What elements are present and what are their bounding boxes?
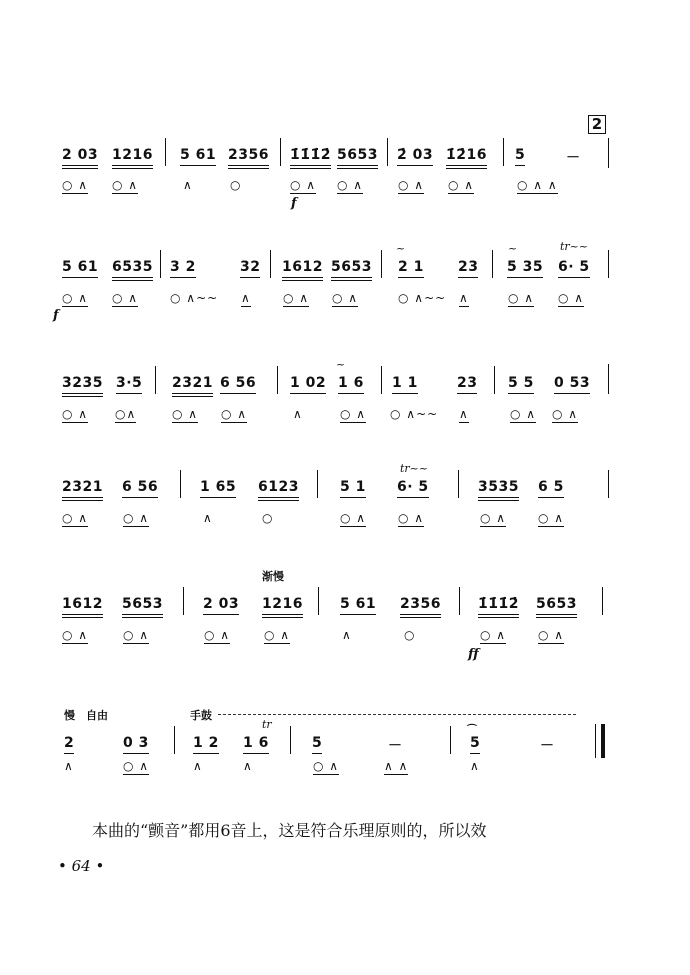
barline [290,726,291,754]
stroke-mark: ∧ [241,291,251,305]
stroke-mark: ○ ∧~~ [170,291,219,305]
note-group: 1612 [282,259,323,275]
tempo-marking: 渐慢 [262,570,284,583]
stroke-mark: ∧ [293,407,303,421]
stroke-mark: ○ ∧ ∧ [517,178,558,192]
stroke-mark: ∧ [243,759,253,773]
stroke-mark: ∧ [342,628,352,642]
note-group: 5 [312,735,323,751]
stroke-mark: ∧ [193,759,203,773]
note-group: 3535 [478,479,519,495]
note-group: 1612 [62,596,103,612]
barline [318,587,319,615]
note-group: 1̇2̇16 [446,147,487,163]
stroke-mark: ∧ [459,407,469,421]
barline [450,726,451,754]
note-group: 5 5 [508,375,534,391]
stroke-mark: ○ [230,178,242,192]
trill-mark: tr~~ [560,240,589,253]
stroke-mark: ○ ∧ [337,178,364,192]
stroke-mark: ○ ∧ [283,291,310,305]
note-group: 5653 [331,259,372,275]
note-group: 1216 [112,147,153,163]
note-group: 1 6 [338,375,364,391]
barline [608,250,609,278]
mordent-mark: ~ [508,242,518,255]
stroke-mark: ○ ∧ [398,178,425,192]
stroke-mark: ∧ [183,178,193,192]
barline [160,250,161,278]
stroke-mark: ∧ [64,759,74,773]
barline [492,250,493,278]
stroke-mark: ○ ∧ [204,628,231,642]
tempo-marking: 慢 自由 [64,709,108,722]
page-number: • 64 • [58,857,105,875]
note-group: 1 65 [200,479,237,495]
stroke-mark: ○ ∧ [340,511,367,525]
tambourine-extension-line [218,714,576,715]
note-group: 3·5 [116,375,143,391]
note-group: 5653 [337,147,378,163]
dynamic-marking: ff [468,647,479,662]
note-group: 1 1 [392,375,418,391]
barline [503,138,504,166]
final-barline-thick [601,724,605,758]
final-barline-thin [595,724,596,758]
note-group: 5 35 [507,259,544,275]
sustain-dash: － [388,738,402,754]
note-group: 3 2 [170,259,196,275]
stroke-mark: ○∧ [115,407,137,421]
dynamic-marking: f [53,308,59,323]
barline [317,470,318,498]
stroke-mark: ○ ∧ [398,511,425,525]
barline [458,470,459,498]
note-group: 6535 [112,259,153,275]
section-number-box: 2 [588,115,606,134]
note-group: 5653 [536,596,577,612]
stroke-mark: ∧ [470,759,480,773]
barline [387,138,388,166]
stroke-mark: ○ [404,628,416,642]
stroke-mark: ○ ∧ [123,759,150,773]
stroke-mark: ○ ∧ [510,407,537,421]
note-group: 1̇1̇1̇2̇ [290,147,331,163]
note-group: 5653 [122,596,163,612]
note-group: 0 53 [554,375,591,391]
barline [608,138,609,168]
note-group: 6 56 [122,479,159,495]
stroke-mark: ○ ∧ [313,759,340,773]
barline [270,250,271,278]
note-group: 5 61 [180,147,217,163]
note-group: 3235 [62,375,103,391]
stroke-mark: ○ ∧ [123,511,150,525]
note-group: 32 [240,259,261,275]
stroke-mark: ○ ∧ [123,628,150,642]
stroke-mark: ○ ∧ [558,291,585,305]
trill-mark: tr~~ [400,462,429,475]
body-text: 本曲的“颤音”都用6音上，这是符合乐理原则的，所以效 [92,821,487,840]
stroke-mark: ○ ∧ [62,628,89,642]
stroke-mark: ∧ ∧ [384,759,409,773]
stroke-mark: ○ ∧ [332,291,359,305]
note-group: 0 3 [123,735,149,751]
stroke-mark: ○ ∧ [62,178,89,192]
note-group: 5 [470,735,481,751]
barline [381,366,382,394]
instrument-marking: 手鼓 [190,709,212,722]
note-group: 1 2 [193,735,219,751]
stroke-mark: ○ [262,511,274,525]
barline [381,250,382,278]
note-group: 1̇1̇1̇2̇ [478,596,519,612]
sustain-dash: － [540,738,554,754]
stroke-mark: ∧ [459,291,469,305]
stroke-mark: ○ ∧ [480,628,507,642]
stroke-mark: ○ ∧ [508,291,535,305]
note-group: 6· 5 [558,259,590,275]
dynamic-marking: f [291,196,297,211]
barline [608,364,609,394]
mordent-mark: ~ [396,242,406,255]
stroke-mark: ○ ∧ [538,511,565,525]
barline [165,138,166,166]
note-group: 5 61 [340,596,377,612]
note-group: 2 1 [398,259,424,275]
stroke-mark: ○ ∧ [221,407,248,421]
note-group: 5 61 [62,259,99,275]
note-group: 2 03 [203,596,240,612]
barline [459,587,460,615]
note-group: 2321 [172,375,213,391]
note-group: 2̇ 03 [397,147,434,163]
stroke-mark: ○ ∧ [480,511,507,525]
note-group: 5 1 [340,479,366,495]
note-group: 2 03 [62,147,99,163]
stroke-mark: ○ ∧ [290,178,317,192]
sustain-dash: － [566,150,580,166]
note-group: 23 [457,375,478,391]
stroke-mark: ○ ∧ [538,628,565,642]
stroke-mark: ○ ∧ [340,407,367,421]
mordent-mark: ~ [336,358,346,371]
barline [280,138,281,166]
fermata-icon: ⌒ [467,725,477,736]
note-group: 6 56 [220,375,257,391]
note-group: 1216 [262,596,303,612]
trill-mark: tr [262,718,272,731]
stroke-mark: ○ ∧~~ [398,291,447,305]
barline [155,366,156,394]
stroke-mark: ○ ∧ [112,178,139,192]
stroke-mark: ○ ∧ [264,628,291,642]
stroke-mark: ○ ∧ [448,178,475,192]
note-group: 1 6 [243,735,269,751]
stroke-mark: ○ ∧ [62,511,89,525]
note-group: 2321 [62,479,103,495]
note-group: 5 [515,147,526,163]
barline [602,587,603,615]
note-group: 2356 [400,596,441,612]
note-group: 23 [458,259,479,275]
barline [277,366,278,394]
stroke-mark: ○ ∧ [62,291,89,305]
stroke-mark: ○ ∧ [552,407,579,421]
stroke-mark: ○ ∧ [172,407,199,421]
barline [183,587,184,615]
stroke-mark: ○ ∧~~ [390,407,439,421]
note-group: 6· 5 [397,479,429,495]
barline [608,470,609,498]
stroke-mark: ∧ [203,511,213,525]
note-group: 2356 [228,147,269,163]
note-group: 1 02 [290,375,327,391]
stroke-mark: ○ ∧ [112,291,139,305]
barline [174,726,175,754]
barline [494,366,495,394]
note-group: 6 5 [538,479,564,495]
note-group: 2 [64,735,75,751]
barline [180,470,181,498]
stroke-mark: ○ ∧ [62,407,89,421]
note-group: 6123 [258,479,299,495]
